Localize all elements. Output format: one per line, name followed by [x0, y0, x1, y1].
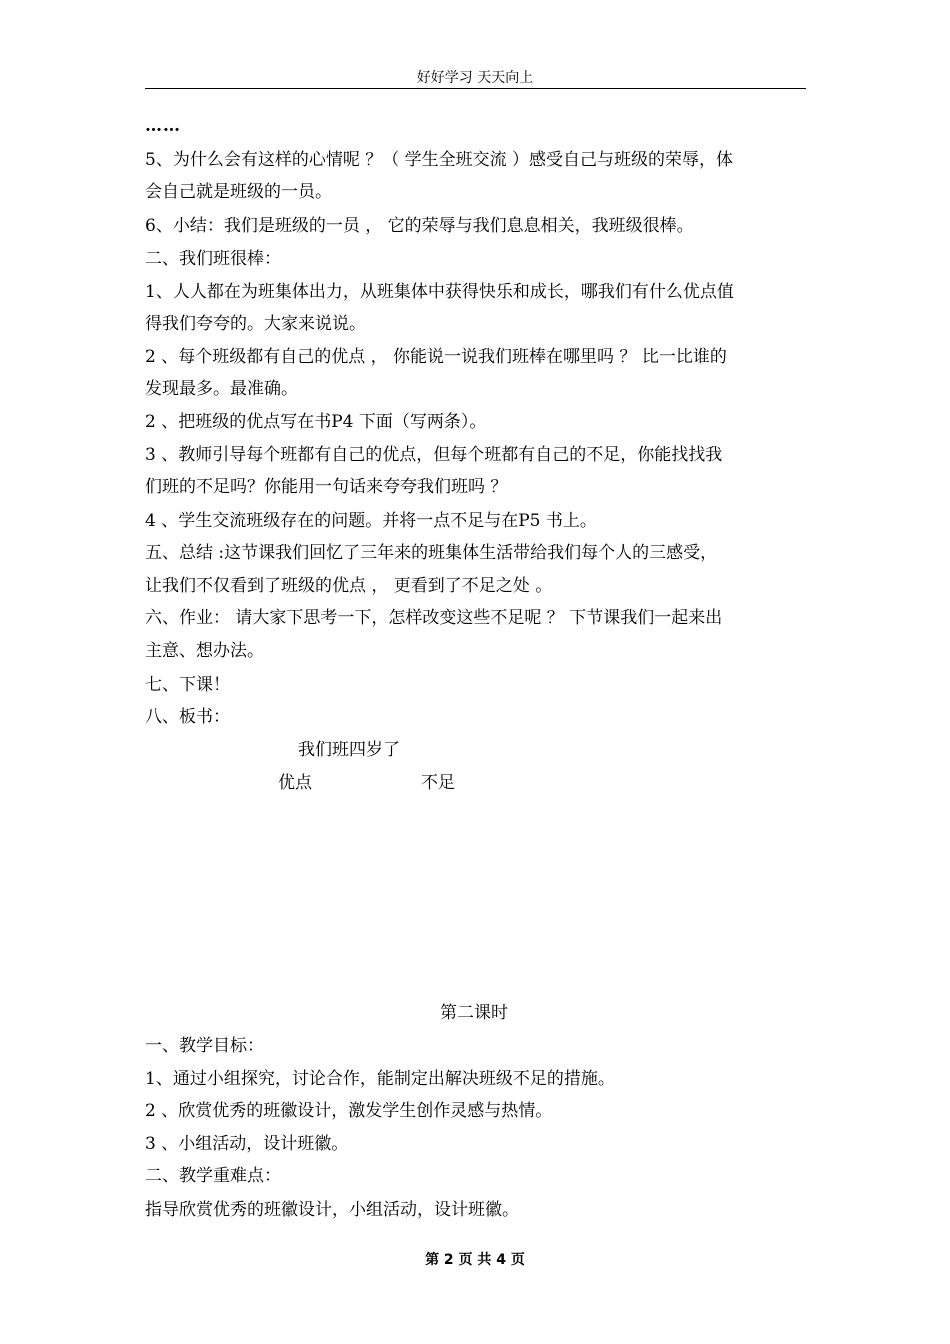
text-line: 让我们不仅看到了班级的优点 ， 更看到了不足之处 。 — [145, 576, 553, 596]
board-right-label: 不足 — [421, 773, 455, 793]
page-footer: 第 2 页 共 4 页 — [425, 1252, 525, 1268]
ellipsis: …… — [145, 116, 181, 136]
text-line: 指导欣赏优秀的班徽设计，小组活动，设计班徽。 — [145, 1200, 519, 1220]
section-heading: 二、我们班很棒： — [145, 249, 281, 269]
text-line: 得我们夸夸的。大家来说说。 — [145, 314, 366, 334]
section-heading: 七、下课！ — [145, 675, 230, 695]
text-line: 主意、想办法。 — [145, 641, 264, 661]
page-header: 好好学习 天天向上 — [416, 70, 534, 86]
board-title: 我们班四岁了 — [298, 740, 400, 760]
header-divider — [145, 88, 806, 89]
text-line: 2 、欣赏优秀的班徽设计，激发学生创作灵感与热情。 — [145, 1101, 553, 1121]
summary-line: 五、总结 :这节课我们回忆了三年来的班集体生活带给我们每个人的三感受， — [145, 543, 718, 563]
section-heading: 一、教学目标： — [145, 1036, 264, 1056]
section-heading: 八、板书： — [145, 707, 230, 727]
section-heading: 二、教学重难点： — [145, 1166, 281, 1186]
text-line: 们班的不足吗？你能用一句话来夸夸我们班吗 ？ — [145, 477, 508, 497]
text-line: 2 、每个班级都有自己的优点 ， 你能说一说我们班棒在哪里吗 ？ 比一比谁的 — [145, 347, 727, 367]
text-line: 6、小结：我们是班级的一员 ， 它的荣辱与我们息息相关，我班级很棒。 — [145, 216, 694, 236]
text-line: 3 、教师引导每个班都有自己的优点，但每个班都有自己的不足，你能找找我 — [145, 445, 723, 465]
text-line: 1、通过小组探究，讨论合作，能制定出解决班级不足的措施。 — [145, 1069, 615, 1089]
section-title: 第二课时 — [440, 1003, 508, 1023]
homework-line: 六、作业： 请大家下思考一下，怎样改变这些不足呢 ？ 下节课我们一起来出 — [145, 608, 723, 628]
text-line: 4 、学生交流班级存在的问题。并将一点不足与在P5 书上。 — [145, 511, 597, 531]
board-left-label: 优点 — [278, 773, 312, 793]
text-line: 5、为什么会有这样的心情呢 ？（ 学生全班交流 ）感受自己与班级的荣辱，体 — [145, 150, 734, 170]
text-line: 会自己就是班级的一员。 — [145, 182, 332, 202]
text-line: 1、人人都在为班集体出力，从班集体中获得快乐和成长，哪我们有什么优点值 — [145, 282, 734, 302]
text-line: 发现最多。最准确。 — [145, 379, 298, 399]
text-line: 3 、小组活动，设计班徽。 — [145, 1134, 349, 1154]
text-line: 2 、把班级的优点写在书P4 下面（写两条）。 — [145, 412, 487, 432]
